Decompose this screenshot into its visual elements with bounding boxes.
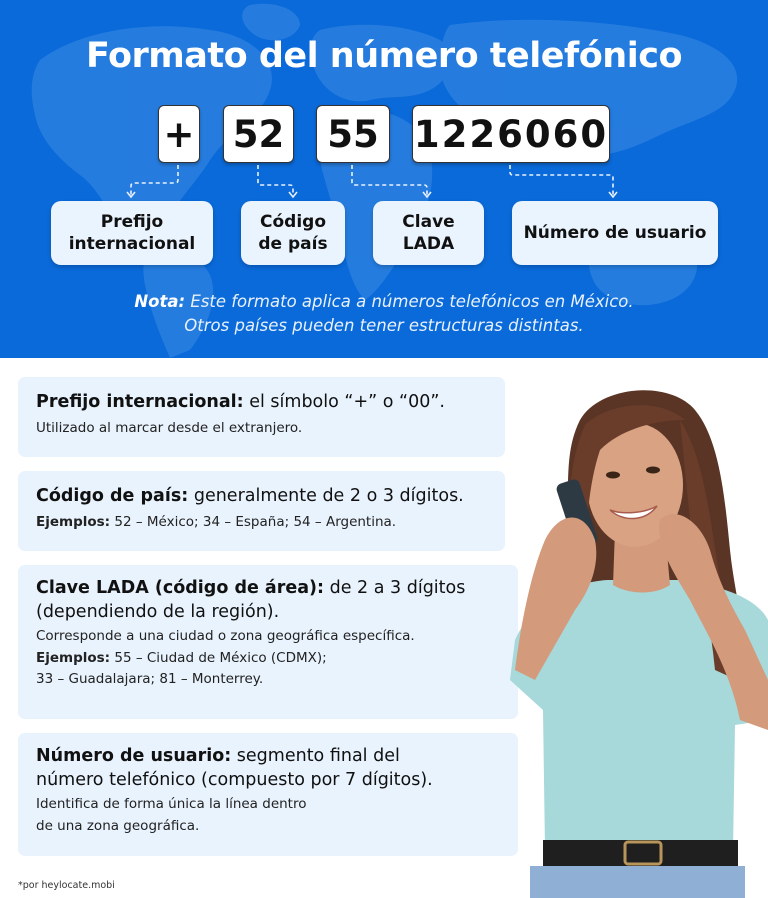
label-codigo-de-pais bbox=[241, 201, 345, 265]
card-title-rest: segmento final del bbox=[231, 746, 400, 766]
card-title bbox=[36, 745, 518, 769]
label-numero-de-usuario bbox=[512, 201, 718, 265]
card-line-text: Corresponde a una ciudad o zona geográfica específica. bbox=[36, 628, 415, 645]
card-title-line2: número telefónico (compuesto por 7 dígitos). bbox=[36, 769, 433, 790]
label-line: LADA bbox=[402, 234, 455, 254]
card-line-text: Utilizado al marcar desde el extranjero. bbox=[36, 419, 303, 436]
label-clave-lada bbox=[373, 201, 484, 265]
label-line: Código bbox=[260, 211, 326, 232]
info-card-clave-lada bbox=[18, 565, 518, 719]
digit-box-plus: + bbox=[158, 105, 200, 163]
card-line-text: 52 – México; 34 – España; 54 – Argentina. bbox=[110, 513, 397, 530]
card-line bbox=[36, 648, 518, 670]
digit-box-user-number: 1226060 bbox=[412, 105, 610, 163]
digit-box-lada: 55 bbox=[316, 105, 390, 163]
card-title bbox=[36, 577, 518, 601]
digit-box-country-code: 52 bbox=[223, 105, 294, 163]
card-line-bold: Ejemplos: bbox=[36, 513, 111, 530]
card-line bbox=[36, 626, 518, 648]
card-line-text: 33 – Guadalajara; 81 – Monterrey. bbox=[36, 671, 264, 688]
card-line bbox=[36, 418, 505, 440]
note-text: Este formato aplica a números telefónicos en México. bbox=[185, 292, 634, 311]
card-title-rest: generalmente de 2 o 3 dígitos. bbox=[188, 486, 464, 506]
label-line: internacional bbox=[68, 234, 196, 254]
label-prefijo-internacional bbox=[51, 201, 213, 265]
card-line bbox=[36, 512, 505, 534]
page-title: Formato del número telefónico bbox=[85, 36, 683, 76]
label-line: Prefijo bbox=[100, 211, 164, 232]
card-line-text: 55 – Ciudad de México (CDMX); bbox=[110, 649, 327, 666]
format-note bbox=[0, 290, 768, 338]
card-line-text: Identifica de forma única la línea dentro bbox=[36, 796, 307, 813]
info-card-numero-usuario bbox=[18, 733, 518, 856]
card-line bbox=[36, 669, 518, 691]
source-credit: *por heylocate.mobi bbox=[18, 880, 115, 891]
card-line bbox=[36, 816, 518, 838]
card-title-rest: de 2 a 3 dígitos bbox=[324, 578, 466, 598]
info-card-codigo-pais bbox=[18, 471, 505, 551]
card-title-bold: Prefijo internacional: bbox=[36, 392, 244, 412]
card-line-bold: Ejemplos: bbox=[36, 649, 111, 666]
note-label: Nota: bbox=[134, 292, 186, 311]
card-title-bold: Número de usuario: bbox=[36, 746, 232, 766]
card-title bbox=[36, 485, 505, 509]
card-title-bold: Clave LADA (código de área): bbox=[36, 578, 325, 598]
label-line: Clave bbox=[402, 211, 455, 232]
card-title bbox=[36, 391, 505, 415]
info-card-prefijo bbox=[18, 377, 505, 457]
label-line: Número de usuario bbox=[523, 222, 707, 243]
label-line: de país bbox=[258, 234, 328, 254]
card-line bbox=[36, 794, 518, 816]
card-line-text: de una zona geográfica. bbox=[36, 817, 200, 834]
card-title-line2: (dependiendo de la región). bbox=[36, 601, 280, 622]
hero-banner bbox=[0, 0, 768, 358]
note-text: Otros países pueden tener estructuras distintas. bbox=[184, 315, 584, 335]
woman-on-phone-photo bbox=[505, 380, 768, 898]
card-title-bold: Código de país: bbox=[36, 486, 189, 506]
card-title-rest: el símbolo “+” o “00”. bbox=[243, 392, 445, 412]
